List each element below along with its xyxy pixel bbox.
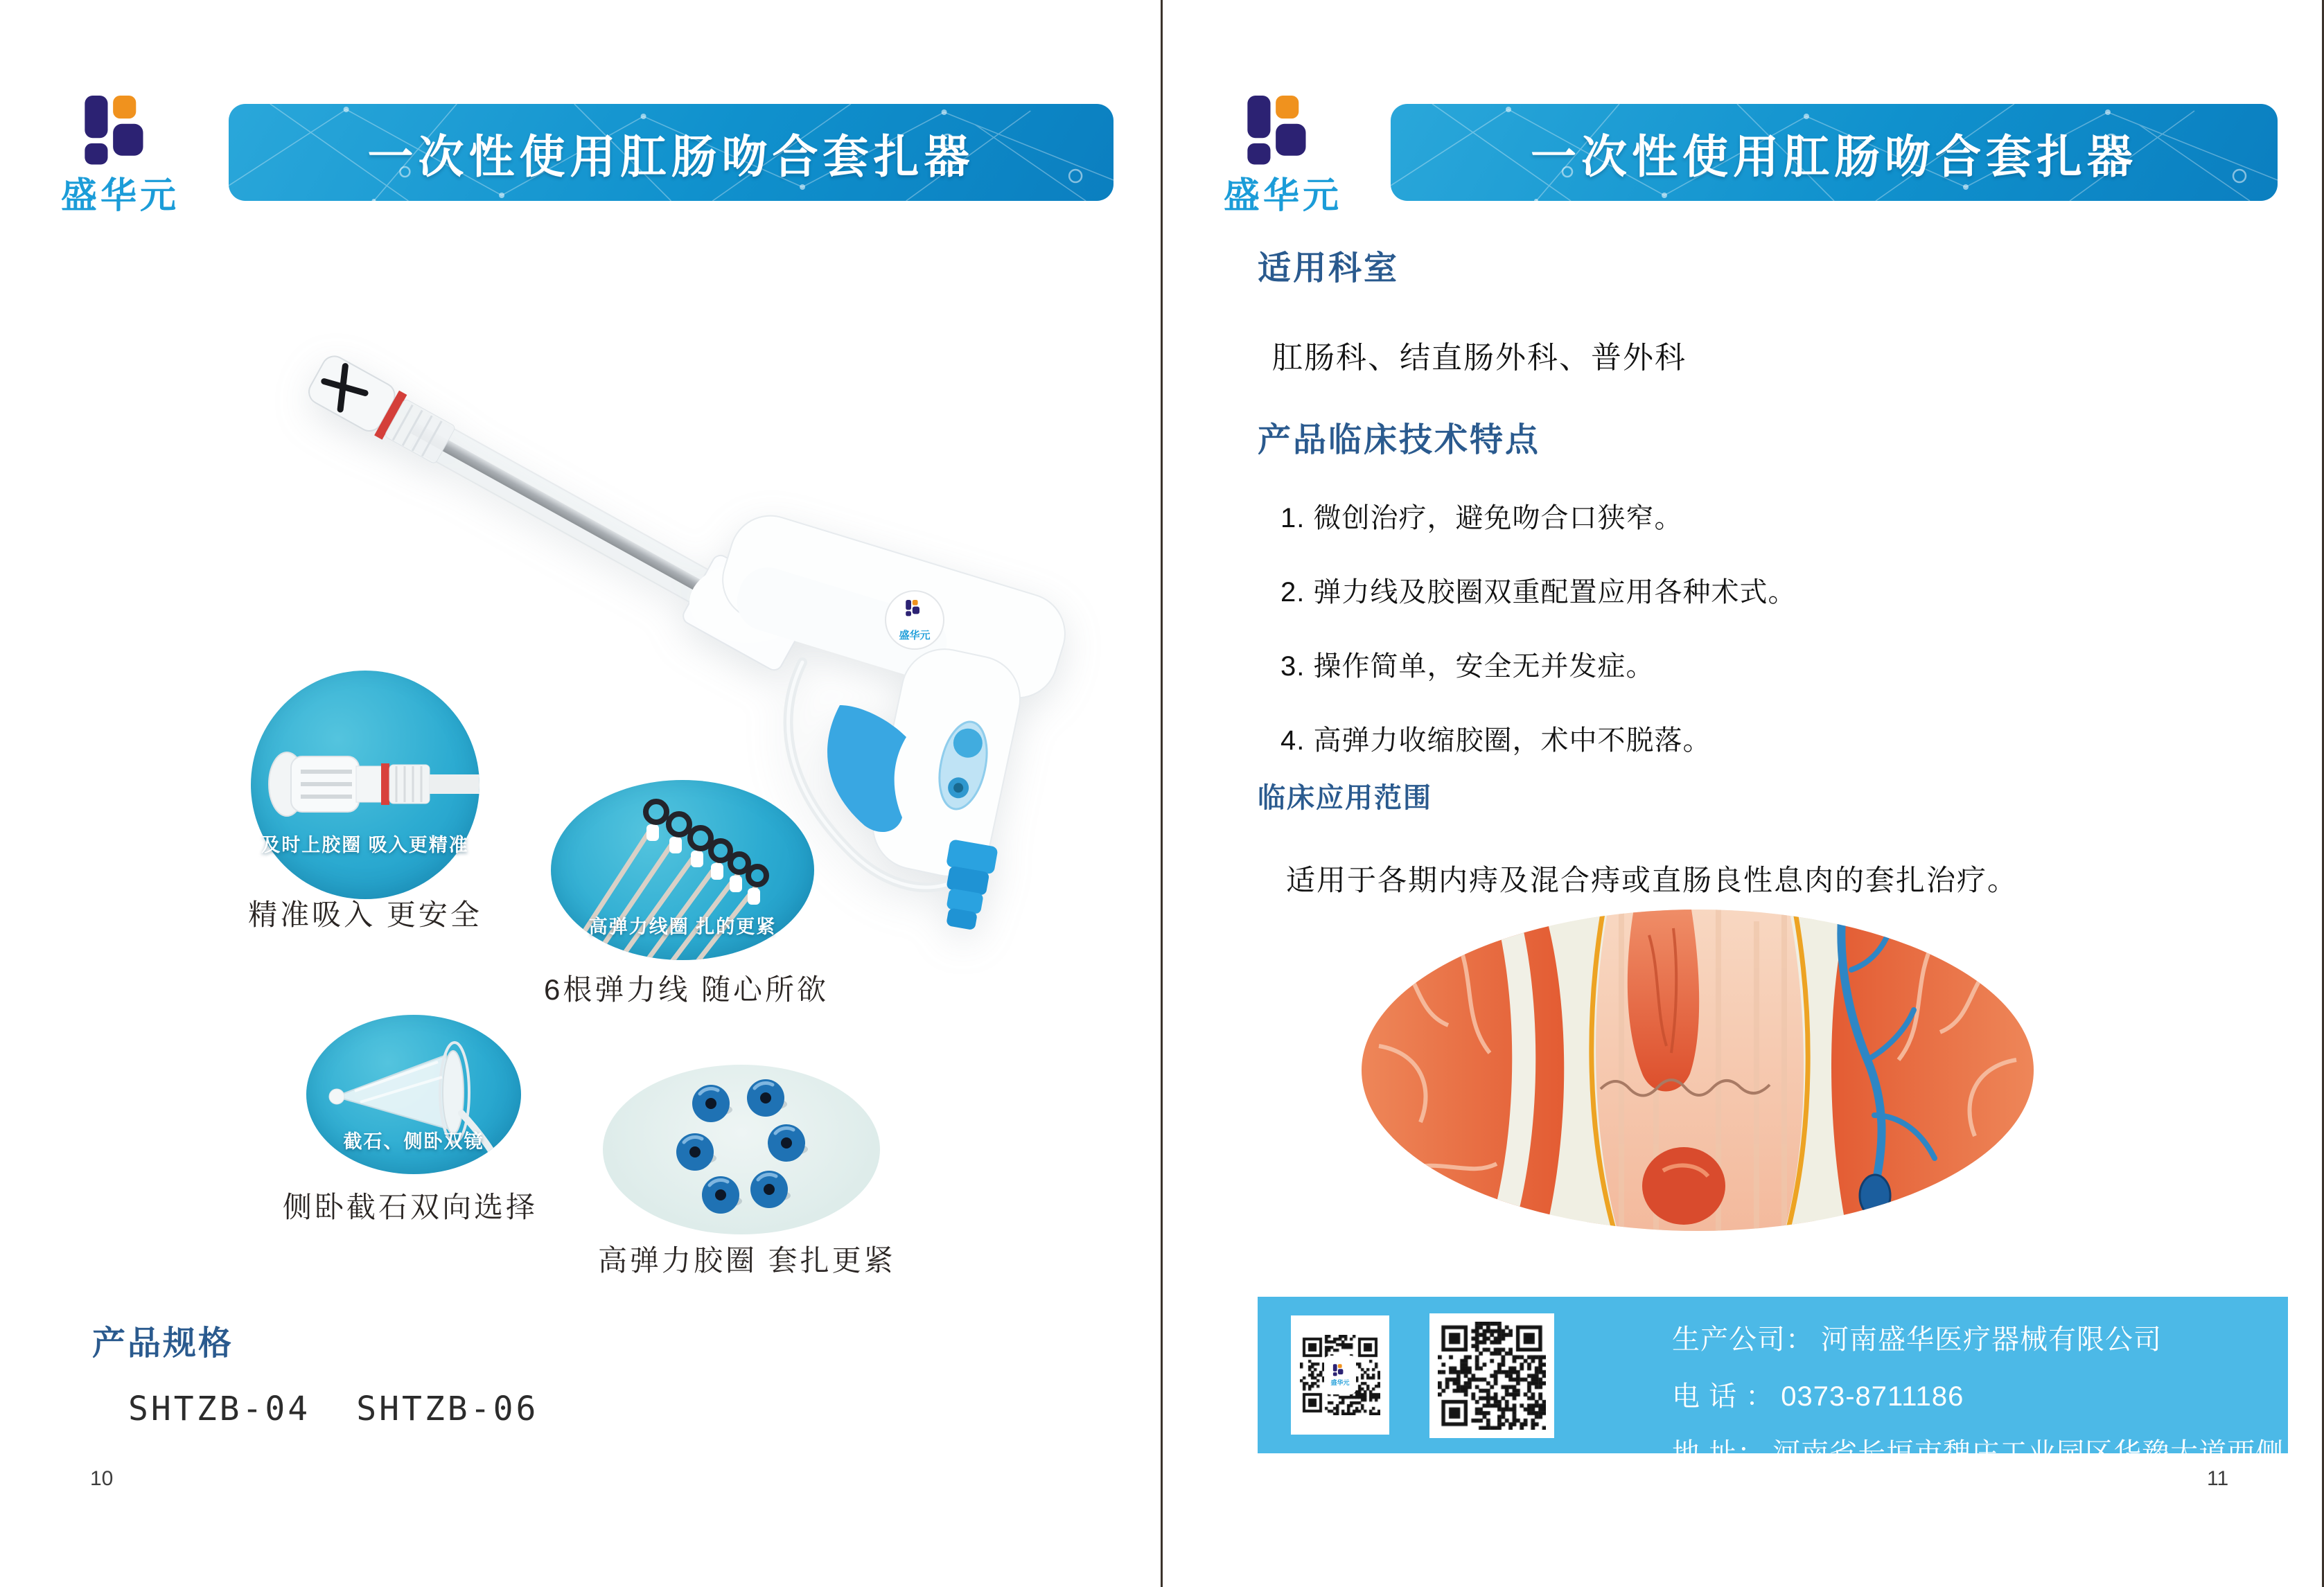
phone-line (1672, 1374, 2284, 1414)
model-shtzb-06: SHTZB-06 (356, 1390, 539, 1428)
phone-label: 电 话 ： (1672, 1381, 1775, 1412)
company-value: 河南盛华医疗器械有限公司 (1821, 1324, 2162, 1355)
page-title-banner (1391, 104, 2278, 201)
page-title: 一次性使用肛肠吻合套扎器 (1531, 130, 2138, 182)
inset-anoscope-caption: 侧卧截石双向选择 (282, 1191, 538, 1223)
feature-item: 1. 微创治疗，避免吻合口狭窄。 (1280, 503, 1683, 533)
address-value: 河南省长垣市魏庄工业园区华豫大道西侧 (1772, 1438, 2285, 1469)
inset-tip-label: 及时上胶圈 吸入更精准 (261, 835, 469, 855)
brand-name: 盛华元 (1224, 176, 1343, 216)
svg-text:盛华元: 盛华元 (899, 630, 931, 641)
device-brand-sticker (886, 591, 944, 649)
company-line (1672, 1318, 2284, 1357)
departments-heading: 适用科室 (1258, 250, 1400, 287)
clinical-heading: 临床应用范围 (1258, 783, 1432, 813)
inset-tip-caption: 精准吸入 更安全 (248, 898, 482, 931)
inset-anoscope-label: 截石、侧卧双镜 (343, 1131, 484, 1152)
address-line (1672, 1431, 2284, 1471)
qr-card (1429, 1313, 1554, 1438)
page-title-banner (229, 104, 1113, 201)
spec-models (128, 1390, 538, 1428)
feature-item: 4. 高弹力收缩胶圈，术中不脱落。 (1280, 725, 1711, 756)
company-label: 生产公司： (1672, 1324, 1814, 1355)
feature-item: 2. 弹力线及胶圈双重配置应用各种术式。 (1280, 577, 1797, 608)
brand-name: 盛华元 (1330, 1378, 1350, 1386)
page-number-right: 11 (2207, 1467, 2229, 1490)
feature-item: 3. 操作简单，安全无并发症。 (1280, 651, 1655, 682)
features-heading: 产品临床技术特点 (1258, 422, 1541, 459)
contact-footer (1258, 1297, 2288, 1469)
company-contact-info (1672, 1318, 2284, 1471)
brand-logo-icon (1332, 1364, 1348, 1376)
inset-elastic-label: 高弹力线圈 扎的更紧 (588, 916, 777, 937)
features-list (1280, 496, 1796, 792)
page-divider (1161, 0, 1163, 1587)
page-title: 一次性使用肛肠吻合套扎器 (367, 130, 975, 182)
qr-card (1291, 1315, 1389, 1435)
spec-heading: 产品规格 (92, 1325, 234, 1362)
clinical-text: 适用于各期内痔及混合痔或直肠良性息肉的套扎治疗。 (1286, 864, 2018, 896)
model-shtzb-04: SHTZB-04 (128, 1390, 311, 1428)
rubber-rings-illustration (603, 1065, 880, 1234)
inset-rings-caption: 高弹力胶圈 套扎更紧 (598, 1244, 896, 1277)
brand-name: 盛华元 (61, 176, 180, 216)
inset-elastic-caption: 6根弹力线 随心所欲 (544, 973, 829, 1006)
address-label: 地 址： (1672, 1438, 1766, 1469)
brand-logo-icon (1242, 96, 1334, 166)
website-qr-code (1438, 1322, 1546, 1430)
departments-text: 肛肠科、结直肠外科、普外科 (1272, 341, 1687, 375)
qr-center-logo (1324, 1356, 1356, 1394)
phone-value: 0373-8711186 (1781, 1381, 1964, 1412)
hemorrhoid-anatomy-illustration (1358, 907, 2037, 1233)
page-number-left: 10 (90, 1467, 114, 1490)
tip-closeup-illustration (251, 671, 479, 899)
inset-photo-tip (251, 671, 479, 899)
inset-photo-rings (603, 1065, 880, 1234)
brand-logo-icon (80, 96, 171, 166)
